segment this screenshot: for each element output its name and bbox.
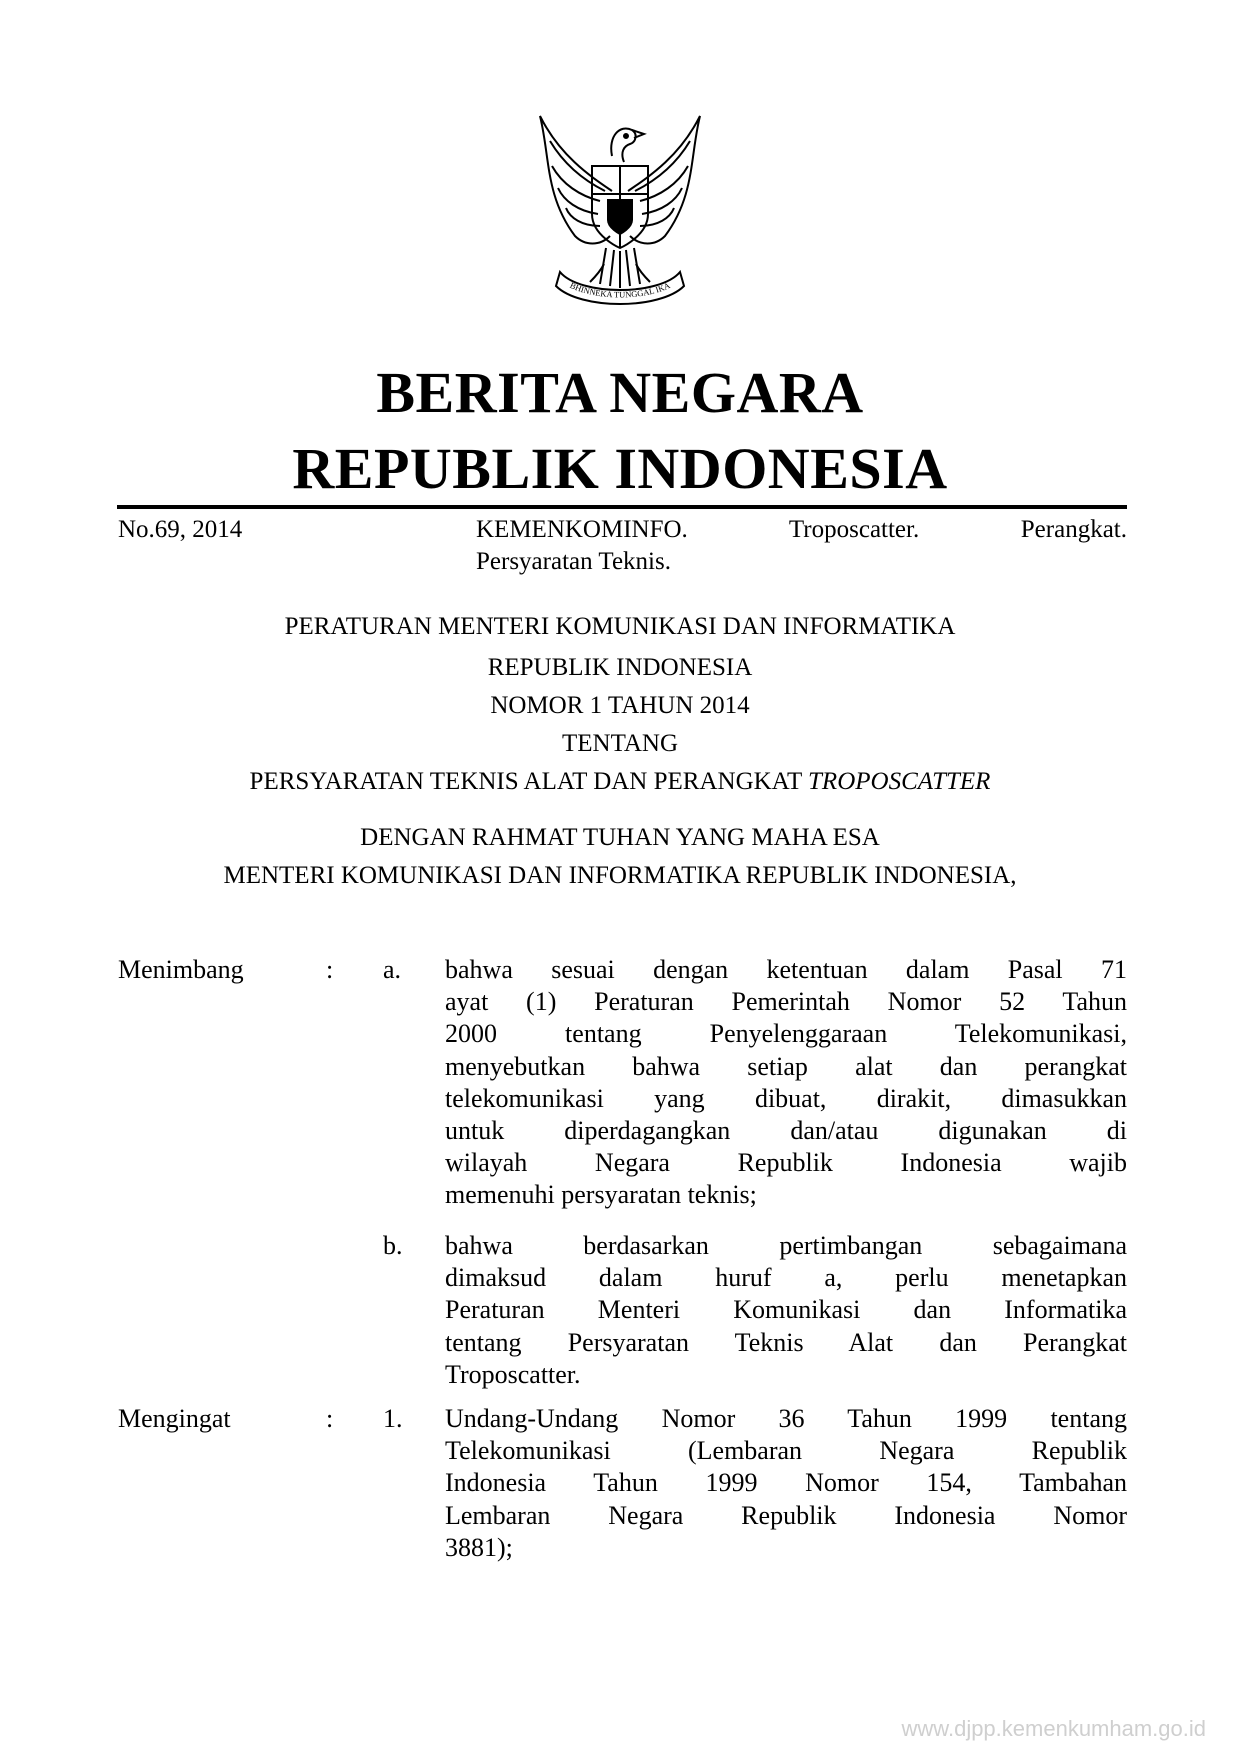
title-line-5 [0, 766, 1240, 798]
paragraph-mengingat-1 [445, 1403, 1127, 1564]
issue-number: No.69, 2014 [118, 516, 243, 543]
watermark: www.djpp.kemenkumham.go.id [901, 1716, 1206, 1741]
section-label-mengingat: Mengingat [118, 1404, 231, 1433]
masthead-line-1: BERITA NEGARA [376, 360, 864, 425]
item-marker: 1. [383, 1404, 403, 1433]
subject-word: KEMENKOMINFO. [476, 516, 688, 543]
title-line-5-text: PERSYARATAN TEKNIS ALAT DAN PERANGKAT [249, 768, 809, 795]
paragraph-line: bahwa sesuai dengan ketentuan dalam Pasal 71 [445, 955, 1127, 984]
paragraph-line: Undang-Undang Nomor 36 Tahun 1999 tentang [445, 1404, 1127, 1433]
paragraph-line: 2000 tentang Penyelenggaraan Telekomunikasi, [445, 1019, 1127, 1049]
paragraph-line: telekomunikasi yang dibuat, dirakit, dimasukkan [445, 1083, 1127, 1113]
paragraph-line: menyebutkan bahwa setiap alat dan perangkat [445, 1051, 1127, 1081]
item-marker: b. [383, 1231, 403, 1260]
title-line-6: DENGAN RAHMAT TUHAN YANG MAHA ESA [360, 824, 880, 851]
title-line-2: REPUBLIK INDONESIA [487, 654, 753, 681]
paragraph-line: 3881); [445, 1532, 513, 1562]
paragraph-line: dimaksud dalam huruf a, perlu menetapkan [445, 1263, 1127, 1293]
title-line-1: PERATURAN MENTERI KOMUNIKASI DAN INFORMATIKA [284, 613, 956, 640]
paragraph-line: bahwa berdasarkan pertimbangan sebagaimana [445, 1231, 1127, 1260]
paragraph-line: wilayah Negara Republik Indonesia wajib [445, 1148, 1127, 1178]
title-line-4: TENTANG [561, 730, 679, 757]
paragraph-line: Indonesia Tahun 1999 Nomor 154, Tambahan [445, 1468, 1127, 1498]
issue-subject-line-2: Persyaratan Teknis. [476, 548, 671, 575]
garuda-emblem-icon [520, 96, 720, 316]
subject-word: Troposcatter. [788, 516, 920, 543]
masthead-line-2: REPUBLIK INDONESIA [292, 436, 948, 501]
section-colon: : [326, 1404, 334, 1433]
paragraph-line: Peraturan Menteri Komunikasi dan Informatika [445, 1295, 1127, 1325]
paragraph-line: Troposcatter. [445, 1359, 581, 1389]
issue-subject-line-1 [476, 514, 1127, 546]
section-label-menimbang: Menimbang [118, 955, 244, 984]
item-marker: a. [383, 955, 402, 984]
section-colon: : [326, 955, 334, 984]
paragraph-menimbang-a [445, 954, 1127, 1212]
paragraph-line: Telekomunikasi (Lembaran Negara Republik [445, 1436, 1127, 1466]
paragraph-line: ayat (1) Peraturan Pemerintah Nomor 52 Tahun [445, 987, 1127, 1017]
title-line-7: MENTERI KOMUNIKASI DAN INFORMATIKA REPUBLIK INDONESIA, [223, 862, 1017, 889]
paragraph-menimbang-b [445, 1230, 1127, 1391]
paragraph-line: Lembaran Negara Republik Indonesia Nomor [445, 1500, 1127, 1530]
title-line-5-italic: TROPOSCATTER [808, 768, 991, 795]
emblem-motto: BHINNEKA TUNGGAL IKA [568, 279, 672, 300]
subject-word: Perangkat. [1020, 516, 1127, 543]
title-line-3: NOMOR 1 TAHUN 2014 [490, 692, 750, 719]
masthead-divider [117, 505, 1127, 509]
paragraph-line: memenuhi persyaratan teknis; [445, 1180, 757, 1210]
paragraph-line: tentang Persyaratan Teknis Alat dan Perangkat [445, 1327, 1127, 1357]
paragraph-line: untuk diperdagangkan dan/atau digunakan di [445, 1115, 1127, 1145]
